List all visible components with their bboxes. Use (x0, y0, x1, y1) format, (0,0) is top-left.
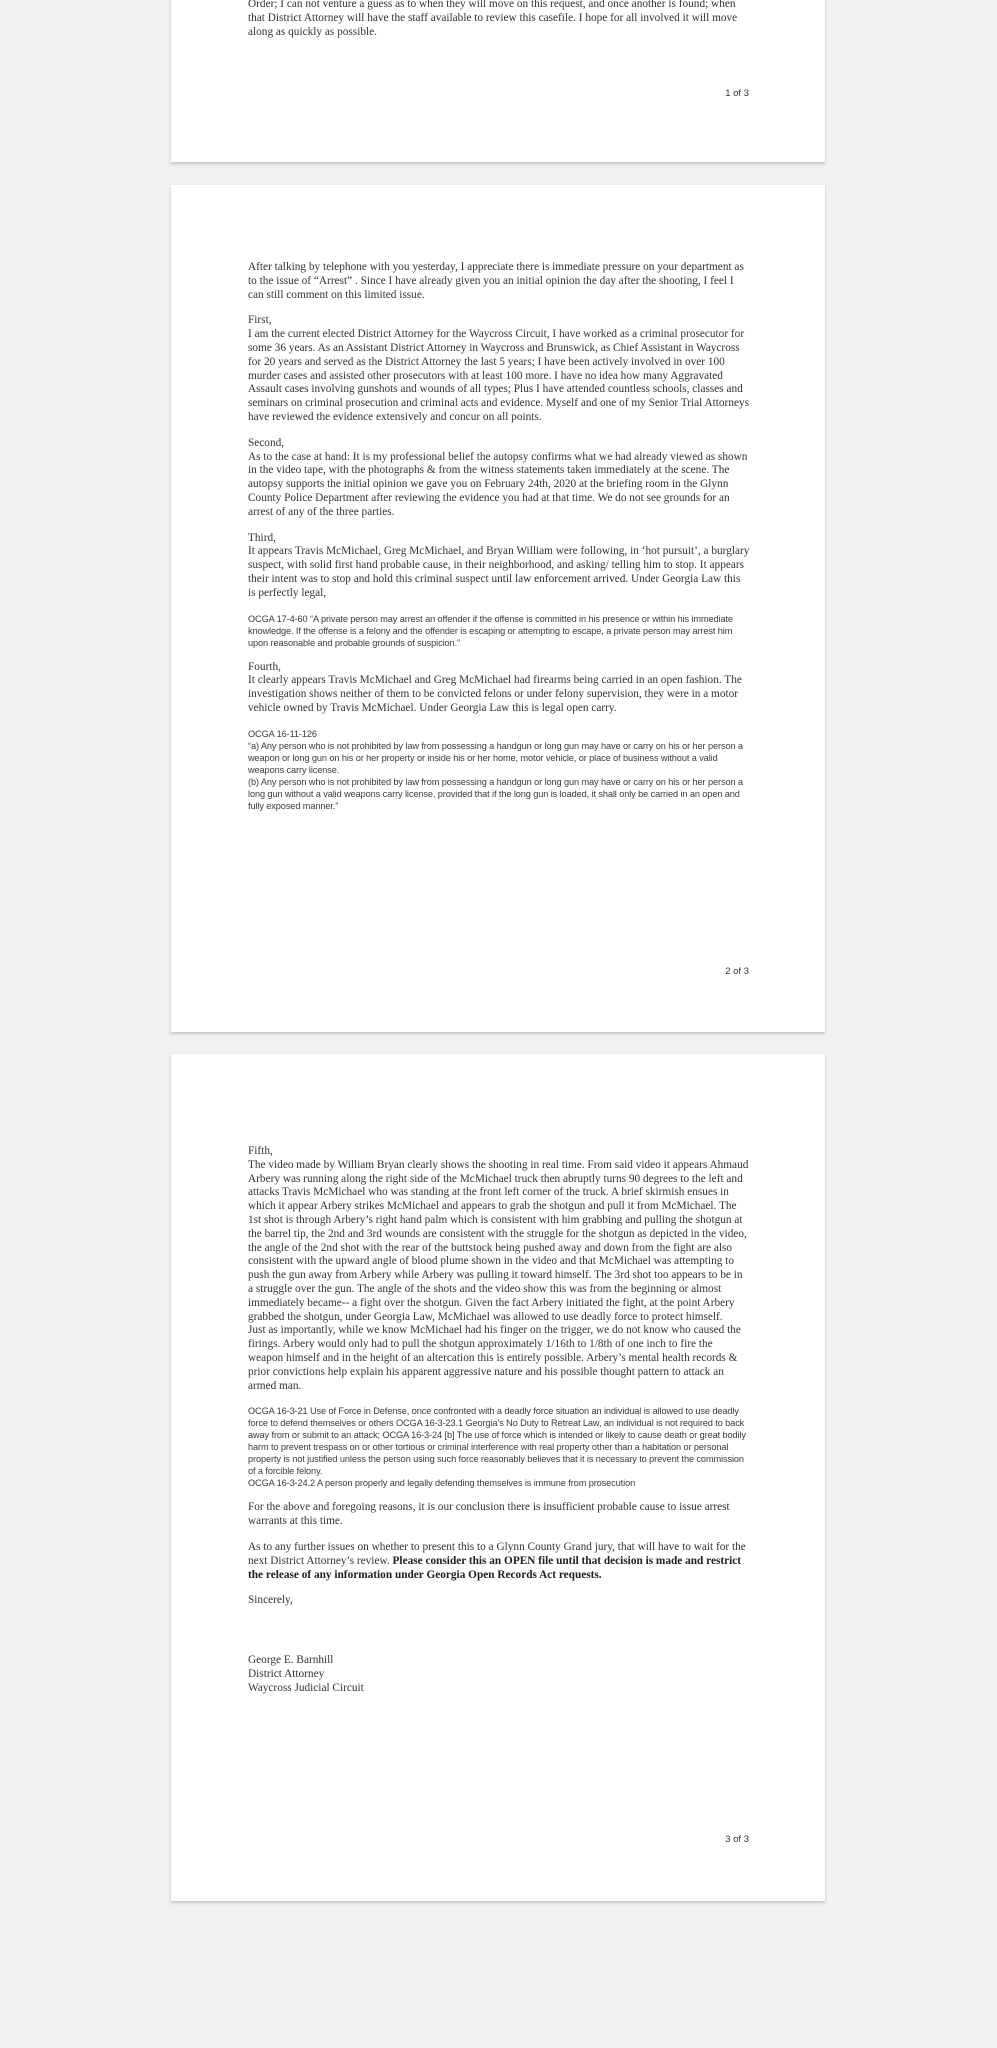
first-heading: First, (248, 314, 272, 327)
signer-title: District Attorney (248, 1667, 325, 1680)
ocga-17-4-60-quote: OCGA 17-4-60 “A private person may arrest an offender if the offense is committed in his presence or within his immediate knowledge. If the offense is a felony and the offender is escaping or attempting to escape, a private person may arrest him upon reasonable and probable grounds of suspicion.” (248, 613, 733, 648)
signer-organization: Waycross Judicial Circuit (248, 1681, 364, 1694)
document-page-3 (171, 1054, 825, 1901)
open-file-notice: Please consider this an OPEN file until that decision is made and restrict the release of any information under Georgia Open Records Act requests. (248, 1554, 742, 1581)
page-2-body (248, 261, 750, 812)
fifth-heading: Fifth, (248, 1145, 273, 1157)
fifth-paragraph: The video made by William Bryan clearly shows the shooting in real time. From said video it appears Ahmaud Arbery was running along the right side of the McMichael truck then abruptly turns 90 degrees to the left and attacks Travis McMichael who was standing at the front left corner of the truck. A brief skirmish ensues in which it appear Arbery strikes McMichael and appears to grab the shotgun and pull it from McMichael. The 1st shot is through Arbery’s right hand palm which is consistent with him grabbing and pulling the shotgun at the barrel tip, the 2nd and 3rd wounds are consistent with the struggle for the shotgun as depicted in the video, the angle of the 2nd shot with the rear of the buttstock being pushed away and down from the fight are also consistent with the upward angle of blood plume shown in the video and that McMichael was attempting to push the gun away from Arbery while Arbery was pulling it toward himself. The 3rd shot too appears to be in a struggle over the gun. The angle of the shots and the video show this was from the beginning or almost immediately became-- a fight over the shotgun. Given the fact Arbery initiated the fight, at the point Arbery grabbed the shotgun, under Georgia Law, McMichael was allowed to use deadly force to protect himself. (248, 1158, 749, 1323)
fifth-paragraph-continued: Just as importantly, while we know McMichael had his finger on the trigger, we do not know who caused the firings. Arbery would only had to pull the shotgun approximately 1/16th to 1/8th of one inch to fire the weapon himself and in the height of an altercation this is entirely possible. Arbery’s mental health records & prior convictions help explain his apparent aggressive nature and his possible thought pattern to attack an armed man. (248, 1324, 741, 1392)
ocga-16-11-126-title: OCGA 16-11-126 (248, 728, 317, 739)
document-page-2 (171, 185, 825, 1032)
fourth-paragraph: It clearly appears Travis McMichael and Greg McMichael had firearms being carried in an open fashion. The investigation shows neither of them to be convicted felons or under felony supervision, they were in a motor vehicle owned by Travis McMichael. Under Georgia Law this is legal open carry. (248, 674, 742, 714)
page-1-body (248, 0, 750, 39)
page-number: 1 of 3 (725, 88, 749, 99)
ocga-immunity-quote: OCGA 16-3-24.2 A person properly and legally defending themselves is immune from prosecution (248, 1478, 636, 1489)
fourth-heading: Fourth, (248, 660, 281, 673)
page-number: 3 of 3 (725, 1834, 749, 1845)
signer-name: George E. Barnhill (248, 1654, 334, 1667)
page-3-body (248, 1145, 750, 1696)
page-1-paragraph: Order; I can not venture a guess as to when they will move on this request, and once another is found; when that District Attorney will have the staff available to review this casefile. I hope for all involved it will move along as quickly as possible. (248, 0, 738, 38)
document-page-1 (171, 0, 825, 162)
third-paragraph: It appears Travis McMichael, Greg McMichael, and Bryan William were following, in ‘hot pursuit’, a burglary suspect, with solid first hand probable cause, in their neighborhood, and asking/ telling him to stop. It appears their intent was to stop and hold this criminal suspect until law enforcement arrived. Under Georgia Law this is perfectly legal, (248, 545, 750, 599)
ocga-16-11-126-b: (b) Any person who is not prohibited by law from possessing a handgun or long gun may have or carry on his or her person a long gun without a valid weapons carry license, provided that if the long gun is loaded, it shall only be carried in an open and fully exposed manner.” (248, 776, 743, 811)
ocga-16-11-126-a: “a) Any person who is not prohibited by law from possessing a handgun or long gun may have or carry on his or her person a weapon or long gun on his or her property or inside his or her home, motor vehicle, or place of business without a valid weapons carry license. (248, 740, 743, 775)
grand-jury-paragraph (248, 1541, 750, 1582)
third-heading: Third, (248, 531, 276, 544)
second-heading: Second, (248, 436, 285, 449)
grand-jury-text: As to any further issues on whether to present this to a Glynn County Grand jury, that will have to wait for the next District Attorney’s review. (248, 1540, 746, 1567)
intro-paragraph: After talking by telephone with you yesterday, I appreciate there is immediate pressure on your department as to the issue of “Arrest” . Since I have already given you an initial opinion the day after the shooting, I feel I can still comment on this limited issue. (248, 261, 744, 301)
first-paragraph: I am the current elected District Attorney for the Waycross Circuit, I have worked as a criminal prosecutor for some 36 years. As an Assistant District Attorney in Waycross and Brunswick, as Chief Assistant in Waycross for 20 years and served as the District Attorney the last 5 years; I have been actively involved in over 100 murder cases and assisted other prosecutors with at least 100 more. I have no idea how many Aggravated Assault cases involving gunshots and wounds of all types; Plus I have attended countless schools, classes and seminars on criminal prosecution and criminal acts and evidence. Myself and one of my Senior Trial Attorneys have reviewed the evidence extensively and concur on all points. (248, 328, 750, 423)
ocga-use-of-force-quote: OCGA 16-3-21 Use of Force in Defense, once confronted with a deadly force situation an individual is allowed to use deadly force to defend themselves or others OCGA 16-3-23.1 Georgia’s No Duty to Retreat Law, an individual is not required to back away from or submit to an attack; OCGA 16-3-24 [b] The use of force which is intended or likely to cause death or great bodily harm to prevent trespass on or other tortious or criminal interference with real property other than a habitation or personal property is not justified unless the person using such force reasonably believes that it is necessary to prevent the commission of a forcible felony. (248, 1406, 746, 1477)
second-paragraph: As to the case at hand: It is my professional belief the autopsy confirms what we had already viewed as shown in the video tape, with the photographs & from the witness statements taken immediately at the scene. The autopsy supports the initial opinion we gave you on February 24th, 2020 at the briefing room in the Glynn County Police Department after reviewing the evidence you had at that time. We do not see grounds for an arrest of any of the three parties. (248, 450, 748, 518)
closing: Sincerely, (248, 1594, 293, 1607)
conclusion-paragraph: For the above and foregoing reasons, it is our conclusion there is insufficient probable cause to issue arrest warrants at this time. (248, 1501, 730, 1528)
page-number: 2 of 3 (725, 966, 749, 977)
